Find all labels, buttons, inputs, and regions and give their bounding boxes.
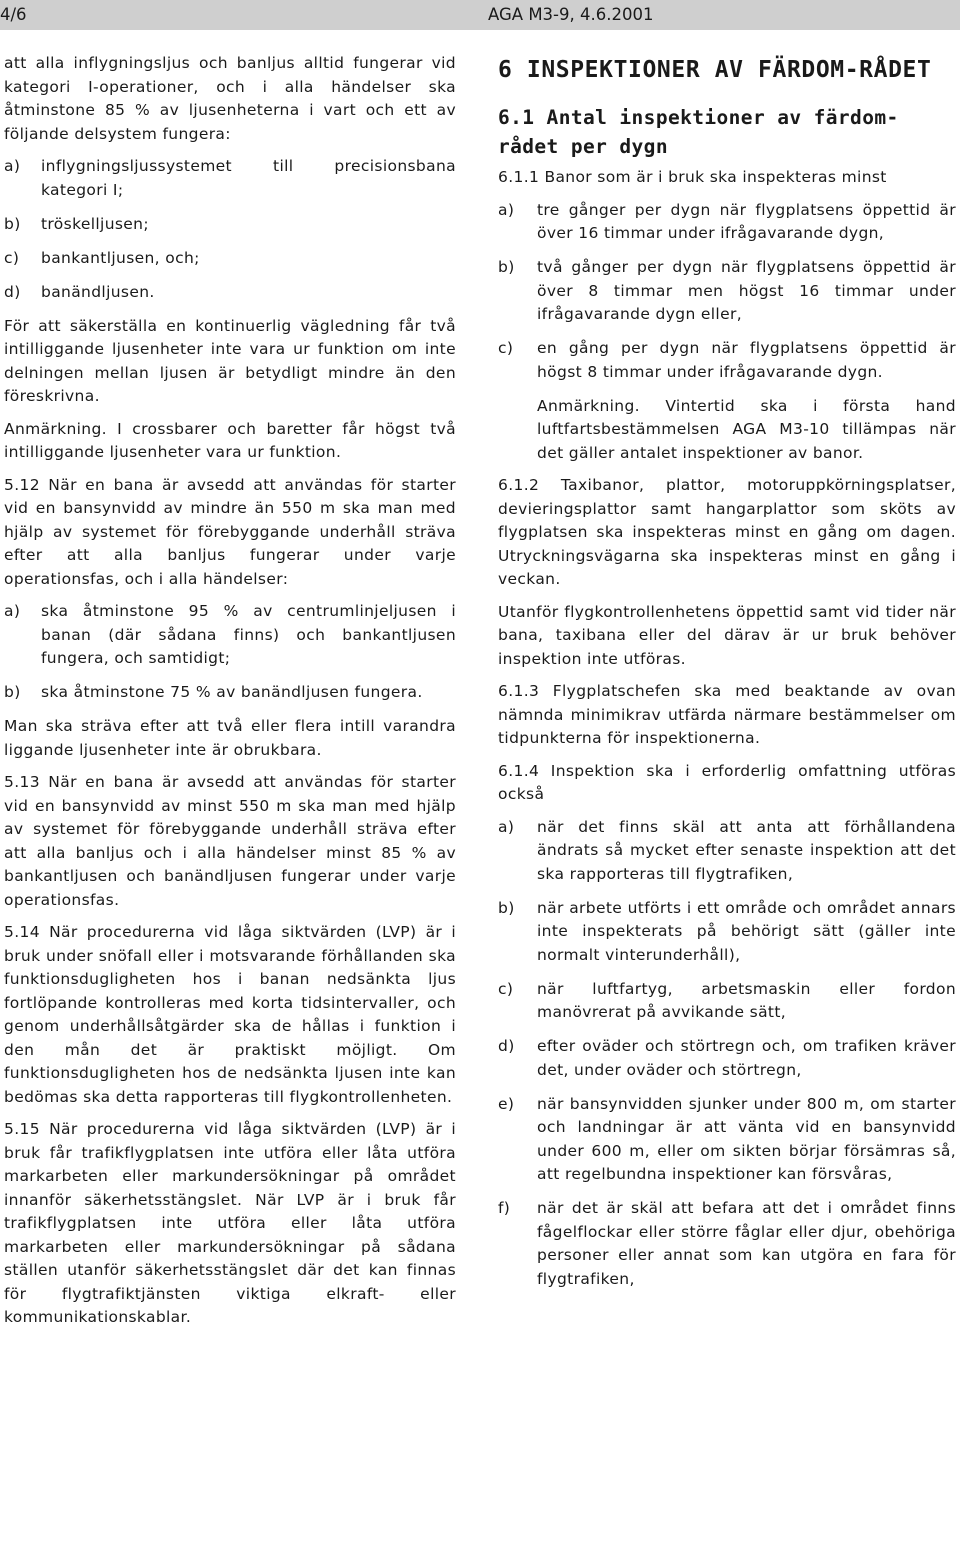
chapter-heading: 6 INSPEKTIONER AV FÄRDOM-RÅDET <box>498 57 932 83</box>
section-heading: 6.1 Antal inspektioner av färdom-rådet per dygn <box>498 106 899 158</box>
guidance-paragraph: För att säkerställa en kontinuerlig vägledning får två intilliggande ljusenheter inte vara ur funktion om inte delningen mellan ljusen är betydligt mindre än den föreskrivna. <box>4 316 456 405</box>
list-item <box>498 816 956 887</box>
right-column <box>498 55 956 1302</box>
section-6-1-2: 6.1.2 Taxibanor, plattor, motoruppkörningsplatser, devieringsplattor samt hangarplattor som sköts av flygplatsen ska inspekteras minst en gång om dagen. Utryckningsvägarna ska inspekteras minst en gång i veckan. <box>498 476 956 588</box>
list-text: tre gånger per dygn när flygplatsens öppettid är över 16 timmar under ifrågavarande dygn, <box>537 200 956 242</box>
list-text: bankantljusen, och; <box>41 248 200 267</box>
strive-paragraph: Man ska sträva efter att två eller flera intill varandra liggande ljusenheter inte är obrukbara. <box>4 717 456 759</box>
section-5-13: 5.13 När en bana är avsedd att användas för starter vid en bansynvidd av minst 550 m ska man med hjälp av systemet för förebyggande underhåll sträva efter att alla banljus och i alla händelser minst 85 % av bankantljusen och banändljusen fungerar under varje operationsfas. <box>4 773 456 909</box>
list-item <box>4 681 456 705</box>
list-item <box>498 1197 956 1291</box>
list-text: två gånger per dygn när flygplatsens öppettid är över 8 timmar men högst 16 timmar under ifrågavarande dygn eller, <box>537 258 956 323</box>
list-marker: b) <box>498 258 515 276</box>
list-text: inflygningsljussystemet till precisionsbana kategori I; <box>41 157 456 199</box>
list-text: när luftfartyg, arbetsmaskin eller fordon manövrerat på avvikande sätt, <box>537 979 956 1021</box>
list-text: när det är skäl att befara att det i området finns fågelflockar eller större fåglar eller djur, obehöriga personer eller annat som kan utgöra en fara för flygtrafiken, <box>537 1199 956 1288</box>
section-5-15: 5.15 När procedurerna vid låga siktvärden (LVP) är i bruk får trafikflygplatsen inte utföra eller låta utföra markarbeten eller markundersökningar på området innanför säkerhetsstängslet. När LVP är i bruk får trafikflygplatsen inte utföra eller låta utföra markarbeten eller markundersökningar på sådana ställen utanför säkerhetsstängslet där det kan finnas för flygtrafiktjänsten viktiga elkraft- eller kommunikationskablar. <box>4 1120 456 1326</box>
list-item <box>498 199 956 246</box>
list-item <box>4 281 456 305</box>
list-item <box>498 978 956 1025</box>
list-marker: a) <box>4 602 21 620</box>
section-6-1-4: 6.1.4 Inspektion ska i erforderlig omfattning utföras också <box>498 761 956 803</box>
winter-note: Anmärkning. Vintertid ska i första hand luftfartsbestämmelsen AGA M3-10 tillämpas när det gäller antalet inspektioner av banor. <box>537 396 956 462</box>
list-item <box>498 337 956 384</box>
list-text: banändljusen. <box>41 282 155 301</box>
list-marker: c) <box>498 339 514 357</box>
list-text: när bansynvidden sjunker under 800 m, om starter och landningar är att vänta vid en bansynvidd under 600 m, eller om sikten börjar försämras så, att regelbundna inspektioner kan försvåras, <box>537 1094 956 1183</box>
list-marker: d) <box>498 1037 515 1055</box>
list-item <box>4 213 456 237</box>
list-marker: b) <box>498 898 515 917</box>
list-marker: b) <box>4 683 21 701</box>
list-text: efter oväder och störtregn och, om trafiken kräver det, under oväder och störtregn, <box>537 1037 956 1079</box>
list-item <box>4 247 456 271</box>
list-marker: c) <box>4 248 20 267</box>
list-text: när det finns skäl att anta att förhållandena ändrats så mycket efter senaste inspektion att det ska rapporteras till flygtrafiken, <box>537 817 956 883</box>
section-6-1-1: 6.1.1 Banor som är i bruk ska inspekteras minst <box>498 168 887 186</box>
inspection-frequency-list <box>498 199 956 385</box>
list-text: en gång per dygn när flygplatsens öppettid är högst 8 timmar under ifrågavarande dygn. <box>537 339 956 381</box>
extra-inspection-list <box>498 816 956 1292</box>
percentage-list <box>4 600 456 705</box>
list-marker: e) <box>498 1094 515 1113</box>
note-paragraph: Anmärkning. I crossbarer och baretter får högst två intilliggande ljusenheter vara ur funktion. <box>4 419 456 461</box>
list-item <box>4 155 456 202</box>
section-5-14: 5.14 När procedurerna vid låga siktvärden (LVP) är i bruk under snöfall eller i motsvarande förhållanden ska funktionsdugligheten hos i banan nedsänkta ljus fortlöpande kontrolleras med korta tidsintervaller, och genom underhållsåtgärder ska de hållas i funktion i den mån det är praktiskt möjligt. Om funktionsdugligheten hos de nedsänkta ljusen inte kan bedömas ska detta rapporteras till flygkontrollenheten. <box>4 923 456 1106</box>
list-text: ska åtminstone 95 % av centrumlinjeljusen i banan (där sådana finns) och bankantljusen fungera, och samtidigt; <box>41 602 456 667</box>
list-item <box>498 897 956 968</box>
page-header <box>0 0 960 30</box>
outside-hours-paragraph: Utanför flygkontrollenhetens öppettid samt vid tider när bana, taxibana eller del därav är ur bruk behöver inspektion inte utföras. <box>498 602 956 668</box>
list-marker: c) <box>498 979 514 998</box>
list-item <box>498 256 956 327</box>
list-marker: a) <box>4 157 21 175</box>
intro-paragraph: att alla inflygningsljus och banljus alltid fungerar vid kategori I-operationer, och i alla händelser ska åtminstone 85 % av ljusenheterna i vart och ett av följande delsystem fungera: <box>4 54 456 143</box>
list-text: tröskelljusen; <box>41 214 149 233</box>
list-text: när arbete utförts i ett område och området annars inte inspekterats på behörigt sätt (gäller inte normalt vinterunderhåll), <box>537 898 956 964</box>
list-item <box>498 1035 956 1082</box>
list-item <box>4 600 456 671</box>
lights-list <box>4 155 456 304</box>
list-item <box>498 1093 956 1187</box>
list-marker: a) <box>498 200 515 219</box>
list-marker: f) <box>498 1199 511 1217</box>
section-6-1-3: 6.1.3 Flygplatschefen ska med beaktande av ovan nämnda minimikrav utfärda närmare bestämmelser om tidpunkterna för inspektionerna. <box>498 682 956 747</box>
page-number: 4/6 <box>0 5 27 24</box>
section-5-12: 5.12 När en bana är avsedd att användas för starter vid en bansynvidd av mindre än 550 m ska man med hjälp av systemet för förebyggande underhåll sträva efter att alla banljus fungerar under varje operationsfas, och i alla händelser: <box>4 475 456 588</box>
list-text: ska åtminstone 75 % av banändljusen fungera. <box>41 683 423 701</box>
left-column <box>4 52 456 1339</box>
list-marker: d) <box>4 282 21 301</box>
document-id: AGA M3-9, 4.6.2001 <box>488 5 654 24</box>
list-marker: b) <box>4 214 21 233</box>
list-marker: a) <box>498 817 515 836</box>
